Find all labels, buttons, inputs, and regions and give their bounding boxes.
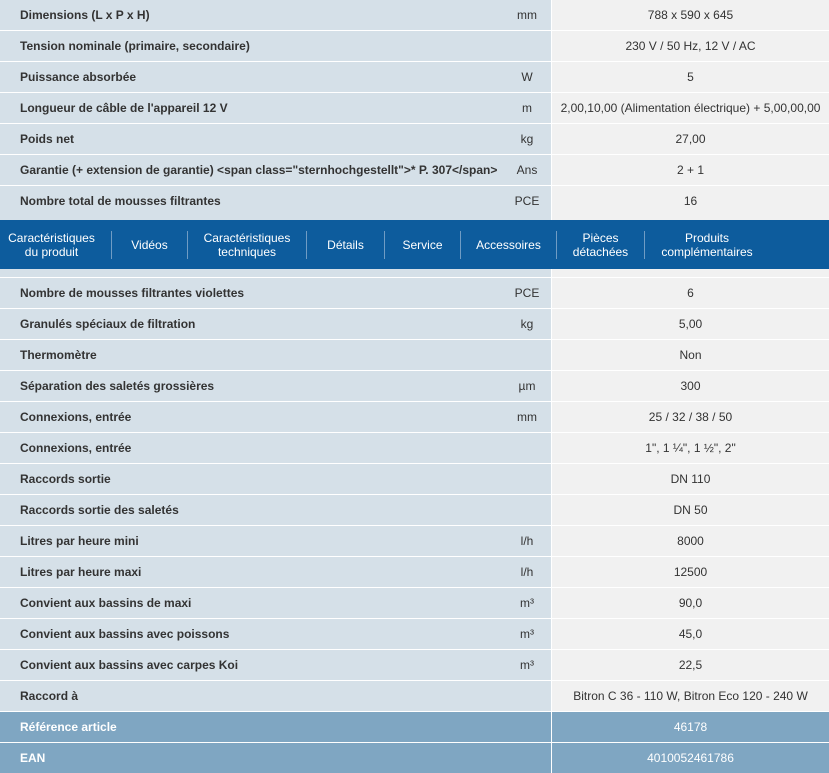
spec-row (0, 309, 829, 339)
spec-label: Convient aux bassins avec carpes Koi (20, 658, 239, 672)
spec-value: 45,0 (552, 619, 829, 649)
spec-row (0, 62, 829, 92)
spec-label: Puissance absorbée (20, 70, 137, 84)
spec-unit: m³ (520, 658, 534, 672)
spec-unit: l/h (520, 565, 534, 579)
spec-label: Raccord à (20, 689, 79, 703)
spec-value: DN 110 (552, 464, 829, 494)
article-reference-value: 46178 (552, 712, 829, 742)
spec-label: Nombre total de mousses filtrantes (20, 194, 221, 208)
spec-row (0, 557, 829, 587)
spec-value: 5 (552, 62, 829, 92)
spec-value: 6 (552, 278, 829, 308)
spec-label: Litres par heure mini (20, 534, 139, 548)
spec-unit (503, 433, 551, 463)
spec-unit: PCE (514, 194, 540, 208)
tab-accessories[interactable]: Accessoires (476, 237, 541, 252)
spec-label: Raccords sortie des saletés (20, 503, 179, 517)
spec-row (0, 340, 829, 370)
spec-unit (503, 681, 551, 711)
spec-unit: m³ (520, 627, 534, 641)
spec-value: DN 50 (552, 495, 829, 525)
ean-label: EAN (20, 751, 46, 765)
spec-label: Dimensions (L x P x H) (20, 8, 150, 22)
tab-product-features[interactable]: Caractéristiques du produit (8, 230, 95, 259)
spec-value: Bitron C 36 - 110 W, Bitron Eco 120 - 240 W (552, 681, 829, 711)
spec-row (0, 526, 829, 556)
spec-unit (503, 31, 551, 61)
spec-unit: mm (517, 410, 537, 424)
spec-value: 2 + 1 (552, 155, 829, 185)
spec-label: Convient aux bassins de maxi (20, 596, 192, 610)
spec-unit: m (522, 101, 532, 115)
spec-row (0, 402, 829, 432)
ean-value: 4010052461786 (552, 743, 829, 773)
article-reference-row (0, 712, 829, 742)
spec-value: 12500 (552, 557, 829, 587)
spec-row (0, 464, 829, 494)
spec-label: Convient aux bassins avec poissons (20, 627, 230, 641)
spec-label: Tension nominale (primaire, secondaire) (20, 39, 250, 53)
spec-label: Séparation des saletés grossières (20, 379, 215, 393)
spec-value: 2,00,10,00 (Alimentation électrique) + 5,00,00,00 (552, 93, 829, 123)
spec-unit: PCE (514, 286, 540, 300)
tab-technical-specs[interactable]: Caractéristiques techniques (203, 230, 291, 259)
spec-label: Litres par heure maxi (20, 565, 142, 579)
tab-videos[interactable]: Vidéos (131, 237, 168, 252)
spec-row (0, 588, 829, 618)
spec-row (0, 186, 829, 216)
spec-label: Poids net (20, 132, 75, 146)
product-tab-nav (0, 220, 829, 269)
spec-row (0, 155, 829, 185)
spec-value: 27,00 (552, 124, 829, 154)
spec-value: 1", 1 ¼", 1 ½", 2" (552, 433, 829, 463)
spec-row (0, 93, 829, 123)
spec-value: 230 V / 50 Hz, 12 V / AC (552, 31, 829, 61)
spec-unit: l/h (520, 534, 534, 548)
spec-row (0, 0, 829, 30)
spec-value: Non (552, 340, 829, 370)
spec-unit: Ans (516, 163, 538, 177)
spec-value: 788 x 590 x 645 (552, 0, 829, 30)
spec-unit: mm (517, 8, 537, 22)
spec-unit: µm (518, 379, 536, 393)
spec-row (0, 278, 829, 308)
spec-unit: m³ (520, 596, 534, 610)
spec-row (0, 681, 829, 711)
ean-row (0, 743, 829, 773)
tab-complementary-products[interactable]: Produits complémentaires (661, 230, 753, 259)
spec-value: 90,0 (552, 588, 829, 618)
spec-unit (503, 495, 551, 525)
spec-row (0, 433, 829, 463)
spec-value: 25 / 32 / 38 / 50 (552, 402, 829, 432)
spec-label: Longueur de câble de l'appareil 12 V (20, 101, 228, 115)
spec-unit (503, 464, 551, 494)
spec-value: 22,5 (552, 650, 829, 680)
spec-value: 5,00 (552, 309, 829, 339)
article-reference-label: Référence article (20, 720, 117, 734)
spec-label: Connexions, entrée (20, 441, 132, 455)
spec-row (0, 124, 829, 154)
spec-label: Garantie (+ extension de garantie) <span class="sternhochgestellt">* P. 307</span> (20, 163, 498, 177)
spec-label: Raccords sortie (20, 472, 111, 486)
tab-details[interactable]: Détails (327, 237, 364, 252)
spec-unit (503, 340, 551, 370)
spec-label: Nombre de mousses filtrantes violettes (20, 286, 245, 300)
spec-label: Granulés spéciaux de filtration (20, 317, 196, 331)
spec-label: Thermomètre (20, 348, 97, 362)
spec-row (0, 650, 829, 680)
spec-label: Connexions, entrée (20, 410, 132, 424)
tab-spare-parts[interactable]: Pièces détachées (572, 230, 629, 259)
spec-row (0, 31, 829, 61)
spec-row (0, 371, 829, 401)
spec-unit: W (521, 70, 533, 84)
spec-unit: kg (520, 132, 534, 146)
tab-service[interactable]: Service (402, 237, 443, 252)
spec-row (0, 619, 829, 649)
spec-value: 300 (552, 371, 829, 401)
spec-unit: kg (520, 317, 534, 331)
spec-value: 8000 (552, 526, 829, 556)
spec-row (0, 495, 829, 525)
spec-value: 16 (552, 186, 829, 216)
